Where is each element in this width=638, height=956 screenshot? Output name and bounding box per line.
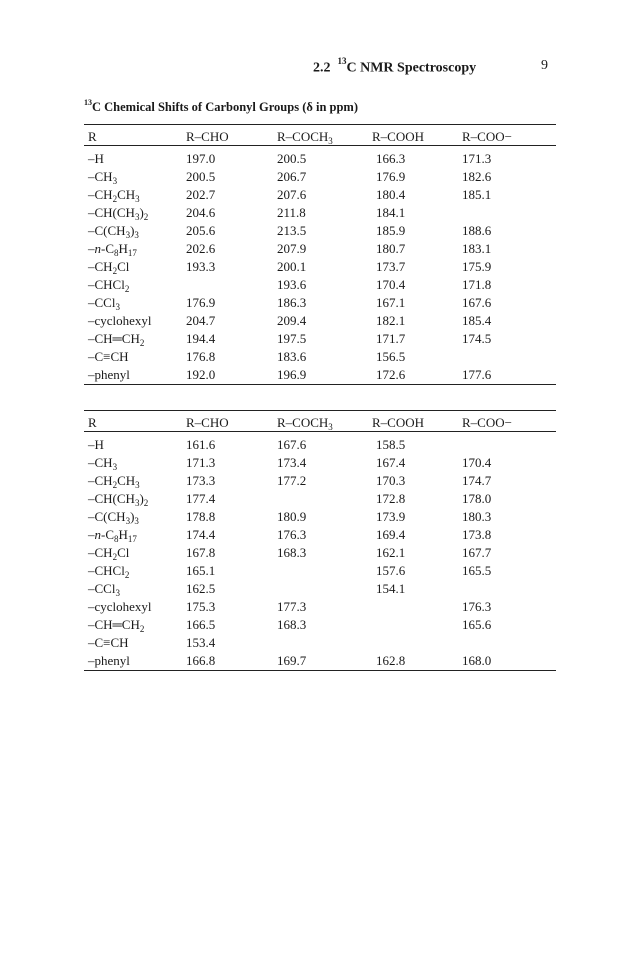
shift-value-cell: 174.7 bbox=[462, 473, 492, 488]
table-row bbox=[84, 544, 556, 562]
column-header: R bbox=[88, 415, 97, 430]
table-row bbox=[84, 222, 556, 240]
substituent-cell: $-CH_2Cl$ bbox=[88, 545, 130, 562]
shift-value-cell: 183.1 bbox=[462, 241, 492, 256]
column-header: R–CHO bbox=[186, 129, 229, 144]
shift-value-cell: 177.6 bbox=[462, 367, 492, 382]
shift-value-cell: 156.5 bbox=[376, 349, 406, 364]
shift-value-cell: 185.4 bbox=[462, 313, 492, 328]
table-row bbox=[84, 454, 556, 472]
shift-value-cell: 173.3 bbox=[186, 473, 216, 488]
table-row bbox=[84, 616, 556, 634]
substituent-cell: $-CH(CH_3)_2$ bbox=[88, 205, 149, 222]
shift-value-cell: 180.9 bbox=[277, 509, 307, 524]
substituent-cell: $-CH_3$ bbox=[88, 169, 118, 186]
substituent-cell: –cyclohexyl bbox=[88, 599, 152, 614]
shift-value-cell: 184.1 bbox=[376, 205, 406, 220]
shift-value-cell: 166.8 bbox=[186, 653, 216, 668]
table-row bbox=[84, 348, 556, 366]
table-row bbox=[84, 204, 556, 222]
shift-value-cell: 165.6 bbox=[462, 617, 492, 632]
substituent-cell: $-n-C_8H_{17}$ bbox=[88, 527, 137, 544]
shift-value-cell: 178.8 bbox=[186, 509, 216, 524]
shift-value-cell: 168.3 bbox=[277, 545, 307, 560]
shift-value-cell: 173.4 bbox=[277, 455, 307, 470]
shift-value-cell: 205.6 bbox=[186, 223, 216, 238]
shift-value-cell: 170.4 bbox=[462, 455, 492, 470]
shift-value-cell: 178.0 bbox=[462, 491, 492, 506]
header-row bbox=[84, 411, 556, 431]
shift-value-cell: 158.5 bbox=[376, 437, 406, 452]
table-row bbox=[84, 634, 556, 652]
table-row bbox=[84, 490, 556, 508]
substituent-cell: $-CH_2Cl$ bbox=[88, 259, 130, 276]
column-header: R–COOH bbox=[372, 129, 425, 144]
shift-value-cell: 211.8 bbox=[277, 205, 306, 220]
shift-value-cell: 176.3 bbox=[277, 527, 307, 542]
table-row bbox=[84, 526, 556, 544]
shift-value-cell: 169.7 bbox=[277, 653, 307, 668]
substituent-cell: –C≡CH bbox=[88, 635, 129, 650]
running-header bbox=[0, 58, 638, 80]
shift-value-cell: 157.6 bbox=[376, 563, 406, 578]
shift-value-cell: 204.6 bbox=[186, 205, 216, 220]
shift-value-cell: 167.7 bbox=[462, 545, 492, 560]
shift-value-cell: 167.8 bbox=[186, 545, 216, 560]
shift-value-cell: 153.4 bbox=[186, 635, 216, 650]
shift-value-cell: 200.5 bbox=[186, 169, 216, 184]
table-row bbox=[84, 366, 556, 384]
shift-value-cell: 200.5 bbox=[277, 151, 307, 166]
column-header: $R-COCH_3$ bbox=[277, 415, 333, 432]
shift-value-cell: 197.5 bbox=[277, 331, 307, 346]
column-header: R–CHO bbox=[186, 415, 229, 430]
shift-value-cell: 200.1 bbox=[277, 259, 307, 274]
shift-value-cell: 192.0 bbox=[186, 367, 216, 382]
shift-value-cell: 173.8 bbox=[462, 527, 492, 542]
shift-value-cell: 166.3 bbox=[376, 151, 406, 166]
shift-value-cell: 175.3 bbox=[186, 599, 216, 614]
shift-value-cell: 154.1 bbox=[376, 581, 406, 596]
carbonyl-shift-table-1 bbox=[84, 124, 556, 385]
shift-value-cell: 174.4 bbox=[186, 527, 216, 542]
table-row bbox=[84, 598, 556, 616]
substituent-cell: –cyclohexyl bbox=[88, 313, 152, 328]
shift-value-cell: 182.1 bbox=[376, 313, 406, 328]
shift-value-cell: 196.9 bbox=[277, 367, 307, 382]
header-row bbox=[84, 125, 556, 145]
shift-value-cell: 165.5 bbox=[462, 563, 492, 578]
shift-value-cell: 176.3 bbox=[462, 599, 492, 614]
table-row bbox=[84, 330, 556, 348]
substituent-cell: $-CH═CH_2$ bbox=[88, 331, 145, 348]
shift-value-cell: 171.7 bbox=[376, 331, 406, 346]
shift-value-cell: 172.8 bbox=[376, 491, 406, 506]
table-row bbox=[84, 150, 556, 168]
table-row bbox=[84, 436, 556, 454]
shift-value-cell: 167.1 bbox=[376, 295, 406, 310]
table-row bbox=[84, 240, 556, 258]
shift-value-cell: 173.7 bbox=[376, 259, 406, 274]
shift-value-cell: 172.6 bbox=[376, 367, 406, 382]
shift-value-cell: 185.1 bbox=[462, 187, 492, 202]
substituent-cell: –CCl$_3$ bbox=[88, 581, 120, 598]
shift-value-cell: 193.6 bbox=[277, 277, 307, 292]
substituent-cell: –CCl$_3$ bbox=[88, 295, 120, 312]
shift-value-cell: 162.1 bbox=[376, 545, 406, 560]
shift-value-cell: 204.7 bbox=[186, 313, 216, 328]
shift-value-cell: 206.7 bbox=[277, 169, 307, 184]
shift-value-cell: 167.6 bbox=[462, 295, 492, 310]
shift-value-cell: 162.5 bbox=[186, 581, 216, 596]
shift-value-cell: 180.7 bbox=[376, 241, 406, 256]
shift-value-cell: 166.5 bbox=[186, 617, 216, 632]
shift-value-cell: 176.8 bbox=[186, 349, 216, 364]
shift-value-cell: 171.3 bbox=[186, 455, 216, 470]
shift-value-cell: 162.8 bbox=[376, 653, 406, 668]
table-row bbox=[84, 312, 556, 330]
shift-value-cell: 194.4 bbox=[186, 331, 216, 346]
shift-value-cell: 170.4 bbox=[376, 277, 406, 292]
page-number: 9 bbox=[541, 58, 548, 73]
shift-value-cell: 188.6 bbox=[462, 223, 492, 238]
table-bottom-rule bbox=[84, 670, 556, 671]
table-row bbox=[84, 258, 556, 276]
substituent-cell: $-CH_2CH_3$ bbox=[88, 473, 140, 490]
section-heading: 2.2 $^{13}$C NMR Spectroscopy bbox=[313, 56, 477, 76]
shift-value-cell: 182.6 bbox=[462, 169, 492, 184]
shift-value-cell: 180.3 bbox=[462, 509, 492, 524]
substituent-cell: –phenyl bbox=[88, 653, 130, 668]
table-row bbox=[84, 508, 556, 526]
table-row bbox=[84, 562, 556, 580]
substituent-cell: $-C(CH_3)_3$ bbox=[88, 509, 139, 526]
shift-value-cell: 167.4 bbox=[376, 455, 406, 470]
shift-value-cell: 171.3 bbox=[462, 151, 492, 166]
table-row bbox=[84, 472, 556, 490]
shift-value-cell: 176.9 bbox=[376, 169, 406, 184]
column-header: R–COO− bbox=[462, 415, 512, 430]
shift-value-cell: 213.5 bbox=[277, 223, 307, 238]
table-row bbox=[84, 168, 556, 186]
shift-value-cell: 193.3 bbox=[186, 259, 216, 274]
shift-value-cell: 177.4 bbox=[186, 491, 216, 506]
shift-value-cell: 180.4 bbox=[376, 187, 406, 202]
shift-value-cell: 177.2 bbox=[277, 473, 307, 488]
substituent-cell: –H bbox=[88, 437, 104, 452]
shift-value-cell: 175.9 bbox=[462, 259, 492, 274]
substituent-cell: $-CH(CH_3)_2$ bbox=[88, 491, 149, 508]
substituent-cell: $-CH_2CH_3$ bbox=[88, 187, 140, 204]
shift-value-cell: 207.9 bbox=[277, 241, 307, 256]
table-caption: $^{13}$C Chemical Shifts of Carbonyl Groups (δ in ppm) bbox=[84, 98, 359, 115]
column-header: $R-COCH_3$ bbox=[277, 129, 333, 146]
shift-value-cell: 209.4 bbox=[277, 313, 307, 328]
shift-value-cell: 174.5 bbox=[462, 331, 492, 346]
shift-value-cell: 207.6 bbox=[277, 187, 307, 202]
column-header: R–COO− bbox=[462, 129, 512, 144]
shift-value-cell: 185.9 bbox=[376, 223, 406, 238]
shift-value-cell: 202.6 bbox=[186, 241, 216, 256]
shift-value-cell: 197.0 bbox=[186, 151, 216, 166]
table-row bbox=[84, 580, 556, 598]
substituent-cell: $-n-C_8H_{17}$ bbox=[88, 241, 137, 258]
shift-value-cell: 171.8 bbox=[462, 277, 492, 292]
shift-value-cell: 167.6 bbox=[277, 437, 307, 452]
shift-value-cell: 168.0 bbox=[462, 653, 492, 668]
shift-value-cell: 168.3 bbox=[277, 617, 307, 632]
shift-value-cell: 169.4 bbox=[376, 527, 406, 542]
substituent-cell: –CHCl$_2$ bbox=[88, 563, 130, 580]
shift-value-cell: 173.9 bbox=[376, 509, 406, 524]
substituent-cell: –phenyl bbox=[88, 367, 130, 382]
shift-value-cell: 177.3 bbox=[277, 599, 307, 614]
shift-value-cell: 170.3 bbox=[376, 473, 406, 488]
substituent-cell: $-CH_3$ bbox=[88, 455, 118, 472]
carbonyl-shift-table-2 bbox=[84, 410, 556, 671]
table-row bbox=[84, 294, 556, 312]
substituent-cell: $-C(CH_3)_3$ bbox=[88, 223, 139, 240]
table-row bbox=[84, 276, 556, 294]
shift-value-cell: 165.1 bbox=[186, 563, 216, 578]
table-row bbox=[84, 186, 556, 204]
table-bottom-rule bbox=[84, 384, 556, 385]
substituent-cell: –CHCl$_2$ bbox=[88, 277, 130, 294]
shift-value-cell: 161.6 bbox=[186, 437, 216, 452]
substituent-cell: $-CH═CH_2$ bbox=[88, 617, 145, 634]
shift-value-cell: 186.3 bbox=[277, 295, 307, 310]
substituent-cell: –H bbox=[88, 151, 104, 166]
shift-value-cell: 202.7 bbox=[186, 187, 216, 202]
column-header: R–COOH bbox=[372, 415, 425, 430]
table-row bbox=[84, 652, 556, 670]
substituent-cell: –C≡CH bbox=[88, 349, 129, 364]
column-header: R bbox=[88, 129, 97, 144]
shift-value-cell: 176.9 bbox=[186, 295, 216, 310]
shift-value-cell: 183.6 bbox=[277, 349, 307, 364]
